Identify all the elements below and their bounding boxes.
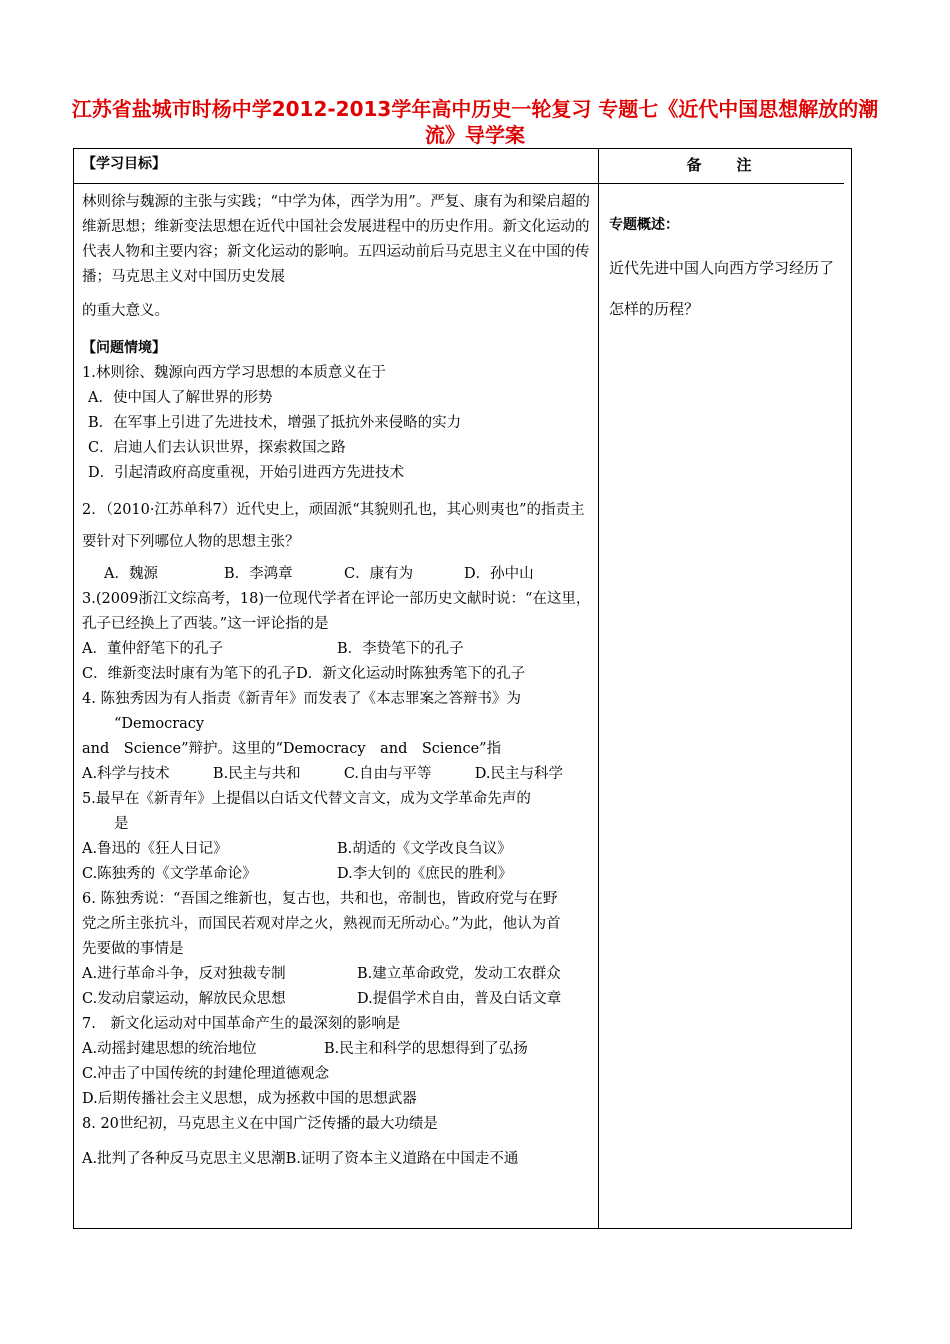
q2-options bbox=[82, 562, 592, 587]
question-2 bbox=[82, 494, 592, 587]
q7-option-b: B.民主和科学的思想得到了弘扬 bbox=[324, 1041, 528, 1057]
question-5 bbox=[82, 787, 592, 887]
q7-options-ab bbox=[82, 1037, 592, 1062]
q5-option-d: D.李大钊的《庶民的胜利》 bbox=[337, 866, 513, 882]
notes-subtitle: 专题概述： bbox=[609, 217, 679, 233]
notes-header: 备 注 bbox=[686, 156, 762, 174]
q2-option-d: D．孙中山 bbox=[464, 566, 534, 582]
document-title: 江苏省盐城市时杨中学2012-2013学年高中历史一轮复习 专题七《近代中国思想解放的潮流》导学案 bbox=[71, 97, 879, 147]
q2-option-b: B．李鸿章 bbox=[224, 566, 293, 582]
q7-option-c: C.冲击了中国传统的封建伦理道德观念 bbox=[82, 1066, 330, 1082]
q3-option-a: A．董仲舒笔下的孔子 bbox=[82, 641, 223, 657]
q3-options-ab bbox=[82, 637, 592, 662]
question-3 bbox=[82, 587, 592, 687]
question-4 bbox=[82, 687, 592, 787]
q1-option-c: C．启迪人们去认识世界，探索救国之路 bbox=[88, 440, 346, 456]
q6-option-d: D.提倡学术自由，普及白话文章 bbox=[357, 991, 562, 1007]
goals-text: 林则徐与魏源的主张与实践；“中学为体，西学为用”。严复、康有为和梁启超的维新思想；维新变法思想在近代中国社会发展进程中的历史作用。新文化运动的代表人物和主要内容；新文化运动的影响。五四运动前后马克思主义在中国的传播；马克思主义对中国历史发展 bbox=[82, 194, 590, 285]
q5-option-b: B.胡适的《文学改良刍议》 bbox=[337, 841, 512, 857]
question-6 bbox=[82, 887, 592, 1012]
notes-header-rule bbox=[598, 183, 844, 184]
q8-options-ab: A.批判了各种反马克思主义思潮B.证明了资本主义道路在中国走不通 bbox=[82, 1151, 519, 1167]
q1-stem: 1.林则徐、魏源向西方学习思想的本质意义在于 bbox=[82, 365, 386, 381]
q4-options bbox=[82, 762, 592, 787]
q1-option-a: A．使中国人了解世界的形势 bbox=[88, 390, 273, 406]
goals-section bbox=[82, 190, 592, 324]
q6-stem: 6. 陈独秀说：“吾国之维新也，复古也，共和也，帝制也，皆政府党与在野党之所主张抗斗，而国民若观对岸之火，熟视而无所动心。”为此，他认为首先要做的事情是 bbox=[82, 891, 561, 957]
q3-options-cd: C．维新变法时康有为笔下的孔子D．新文化运动时陈独秀笔下的孔子 bbox=[82, 666, 526, 682]
goals-header: 【学习目标】 bbox=[82, 156, 166, 172]
notes-text: 近代先进中国人向西方学习经历了怎样的历程？ bbox=[609, 259, 835, 318]
q1-option-d: D．引起清政府高度重视，开始引进西方先进技术 bbox=[88, 465, 405, 481]
q4-stem: 4. 陈独秀因为有人指责《新青年》而发表了《本志罪案之答辩书》为 bbox=[82, 691, 521, 707]
q3-option-b: B．李贽笔下的孔子 bbox=[337, 641, 464, 657]
q4-stem-line3: and Science”辩护。这里的“Democracy and Science”指 bbox=[82, 741, 502, 757]
q1-option-b: B．在军事上引进了先进技术，增强了抵抗外来侵略的实力 bbox=[88, 415, 462, 431]
q4-option-d: D.民主与科学 bbox=[474, 766, 563, 782]
column-divider bbox=[598, 148, 599, 1229]
question-1 bbox=[82, 361, 592, 486]
q8-stem: 8. 20世纪初，马克思主义在中国广泛传播的最大功绩是 bbox=[82, 1116, 438, 1132]
question-8 bbox=[82, 1112, 592, 1172]
q6-option-c: C.发动启蒙运动，解放民众思想 bbox=[82, 991, 286, 1007]
q6-options-cd bbox=[82, 987, 592, 1012]
q5-option-a: A.鲁迅的《狂人日记》 bbox=[82, 841, 228, 857]
q7-stem: 7. 新文化运动对中国革命产生的最深刻的影响是 bbox=[82, 1016, 401, 1032]
q4-option-c: C.自由与平等 bbox=[343, 766, 432, 782]
q4-option-b: B.民主与共和 bbox=[212, 766, 301, 782]
q4-stem-line2: “Democracy bbox=[114, 716, 205, 732]
q5-stem-line2: 是 bbox=[114, 816, 129, 832]
q7-option-d: D.后期传播社会主义思想，成为拯救中国的思想武器 bbox=[82, 1091, 417, 1107]
goals-text-end: 的重大意义。 bbox=[82, 303, 169, 319]
question-7 bbox=[82, 1012, 592, 1112]
q4-option-a: A.科学与技术 bbox=[82, 766, 170, 782]
q7-option-a: A.动摇封建思想的统治地位 bbox=[82, 1041, 257, 1057]
q6-option-a: A.进行革命斗争，反对独裁专制 bbox=[82, 966, 286, 982]
q2-option-a: A．魏源 bbox=[104, 566, 158, 582]
q6-option-b: B.建立革命政党，发动工农群众 bbox=[357, 966, 561, 982]
q2-stem: 2．（2010·江苏单科7）近代史上，顽固派“其貌则孔也，其心则夷也”的指责主要针对下列哪位人物的思想主张？ bbox=[82, 502, 585, 550]
main-column bbox=[82, 152, 592, 1172]
questions-header: 【问题情境】 bbox=[82, 340, 166, 356]
q5-options-ab bbox=[82, 837, 592, 862]
q2-option-c: C．康有为 bbox=[344, 566, 414, 582]
q3-stem: 3.(2009浙江文综高考，18)一位现代学者在评论一部历史文献时说：“在这里，孔子已经换上了西装。”这一评论指的是 bbox=[82, 591, 591, 632]
notes-column bbox=[609, 214, 847, 330]
q5-options-cd bbox=[82, 862, 592, 887]
goals-rule bbox=[73, 183, 601, 184]
q5-stem: 5.最早在《新青年》上提倡以白话文代替文言文，成为文学革命先声的 bbox=[82, 791, 531, 807]
q5-option-c: C.陈独秀的《文学革命论》 bbox=[82, 866, 257, 882]
q6-options-ab bbox=[82, 962, 592, 987]
